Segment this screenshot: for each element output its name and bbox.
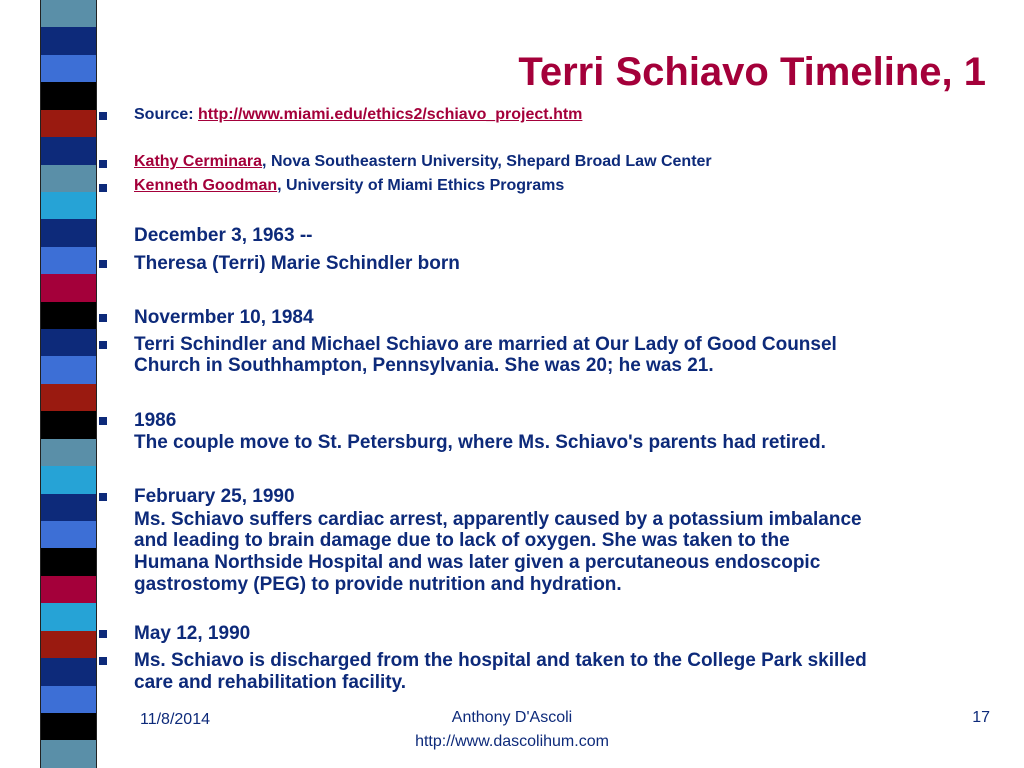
- bullet-icon: [99, 260, 107, 268]
- slide-title: Terri Schiavo Timeline, 1: [518, 50, 986, 94]
- stripe-segment: [41, 494, 96, 521]
- entry-date: December 3, 1963 --: [134, 225, 313, 246]
- entry-text: Humana Northside Hospital and was later given a percutaneous endoscopic: [134, 552, 821, 573]
- entry-text: Ms. Schiavo suffers cardiac arrest, apparently caused by a potassium imbalance: [134, 509, 862, 530]
- stripe-segment: [41, 439, 96, 466]
- entry-date: February 25, 1990: [134, 486, 295, 507]
- bullet-icon: [99, 493, 107, 501]
- bullet-icon: [99, 184, 107, 192]
- contributor-affiliation: , Nova Southeastern University, Shepard Broad Law Center: [262, 153, 712, 170]
- stripe-segment: [41, 603, 96, 630]
- stripe-segment: [41, 658, 96, 685]
- entry-text: and leading to brain damage due to lack of oxygen. She was taken to the: [134, 530, 790, 551]
- stripe-segment: [41, 165, 96, 192]
- stripe-segment: [41, 521, 96, 548]
- bullet-icon: [99, 341, 107, 349]
- stripe-segment: [41, 55, 96, 82]
- stripe-segment: [41, 548, 96, 575]
- stripe-segment: [41, 411, 96, 438]
- contributor-line: [134, 153, 712, 171]
- page-number: 17: [972, 709, 990, 726]
- contributor-line: [134, 177, 564, 195]
- entry-date: 1986: [134, 410, 177, 431]
- decorative-stripe: [40, 0, 97, 768]
- entry-date: Novermber 10, 1984: [134, 307, 314, 328]
- bullet-icon: [99, 160, 107, 168]
- stripe-segment: [41, 713, 96, 740]
- stripe-segment: [41, 110, 96, 137]
- stripe-segment: [41, 466, 96, 493]
- entry-text: Ms. Schiavo is discharged from the hospital and taken to the College Park skilled: [134, 650, 867, 671]
- stripe-segment: [41, 274, 96, 301]
- stripe-segment: [41, 384, 96, 411]
- entry-date: May 12, 1990: [134, 623, 251, 644]
- contributor-affiliation: , University of Miami Ethics Programs: [277, 177, 565, 194]
- bullet-icon: [99, 112, 107, 120]
- entry-text: Terri Schindler and Michael Schiavo are married at Our Lady of Good Counsel: [134, 334, 837, 355]
- bullet-icon: [99, 630, 107, 638]
- bullet-icon: [99, 657, 107, 665]
- bullet-icon: [99, 314, 107, 322]
- stripe-segment: [41, 740, 96, 767]
- footer-date: 11/8/2014: [140, 711, 210, 728]
- stripe-segment: [41, 356, 96, 383]
- contributor-link-goodman[interactable]: Kenneth Goodman: [134, 177, 278, 194]
- stripe-segment: [41, 192, 96, 219]
- entry-text: gastrostomy (PEG) to provide nutrition and hydration.: [134, 574, 622, 595]
- entry-text: care and rehabilitation facility.: [134, 672, 407, 693]
- stripe-segment: [41, 576, 96, 603]
- stripe-segment: [41, 631, 96, 658]
- stripe-segment: [41, 686, 96, 713]
- bullet-icon: [99, 417, 107, 425]
- stripe-segment: [41, 27, 96, 54]
- stripe-segment: [41, 302, 96, 329]
- entry-text: Church in Southhampton, Pennsylvania. She was 20; he was 21.: [134, 355, 714, 376]
- contributor-link-cerminara[interactable]: Kathy Cerminara: [134, 153, 263, 170]
- source-label: Source:: [134, 106, 199, 123]
- stripe-segment: [41, 247, 96, 274]
- entry-text: The couple move to St. Petersburg, where Ms. Schiavo's parents had retired.: [134, 432, 826, 453]
- stripe-segment: [41, 0, 96, 27]
- entry-text: Theresa (Terri) Marie Schindler born: [134, 253, 460, 274]
- stripe-segment: [41, 137, 96, 164]
- footer-url: http://www.dascolihum.com: [415, 733, 609, 750]
- stripe-segment: [41, 219, 96, 246]
- stripe-segment: [41, 329, 96, 356]
- stripe-segment: [41, 82, 96, 109]
- footer-author: Anthony D'Ascoli: [451, 709, 573, 726]
- source-line: [134, 106, 582, 124]
- source-link[interactable]: http://www.miami.edu/ethics2/schiavo_project.htm: [198, 106, 583, 123]
